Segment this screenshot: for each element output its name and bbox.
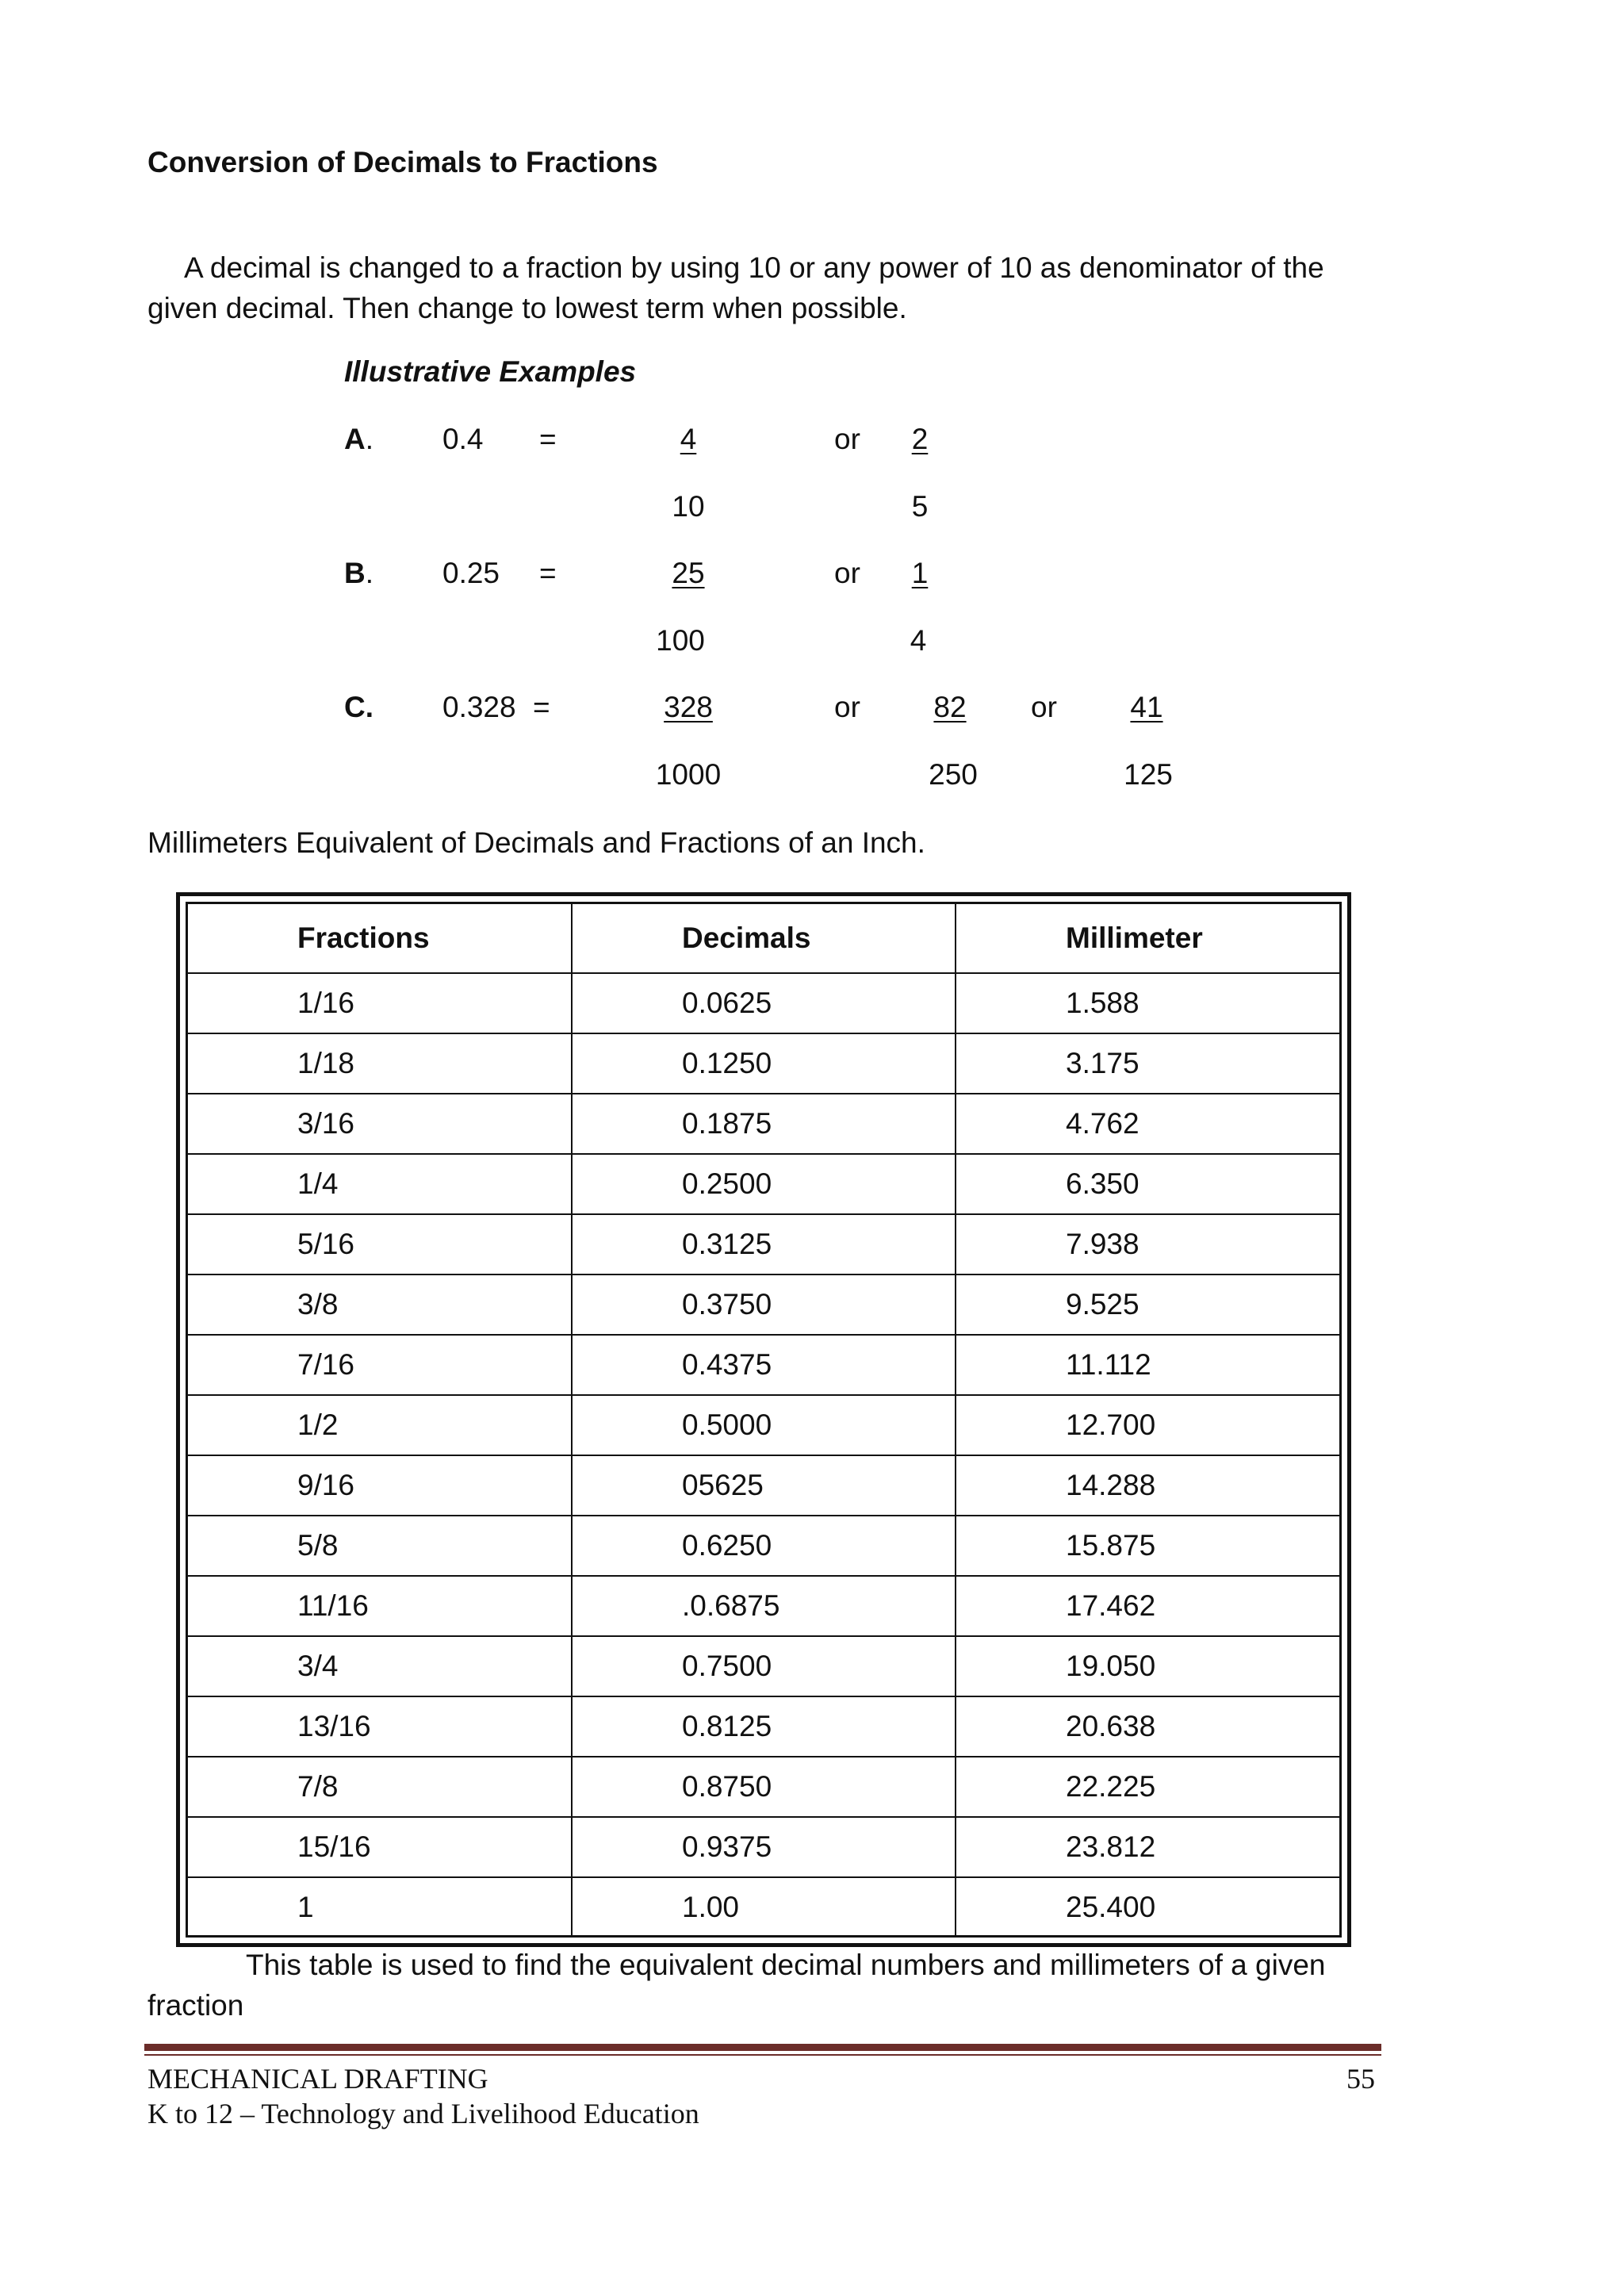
or-separator: or	[834, 691, 860, 723]
table-row	[188, 973, 1339, 1033]
cell-fraction: 1/16	[188, 973, 572, 1033]
cell-millimeter: 1.588	[956, 973, 1339, 1033]
cell-millimeter: 15.875	[956, 1516, 1339, 1576]
cell-millimeter: 12.700	[956, 1395, 1339, 1455]
table-row	[188, 1094, 1339, 1154]
table-caption: Millimeters Equivalent of Decimals and Fractions of an Inch.	[147, 826, 925, 859]
table-row	[188, 1154, 1339, 1214]
fraction-numerator: 2	[911, 423, 929, 455]
cell-millimeter: 22.225	[956, 1757, 1339, 1817]
equals-sign: =	[539, 423, 557, 455]
cell-millimeter: 4.762	[956, 1094, 1339, 1154]
table-header-row	[188, 904, 1339, 973]
table-row	[188, 1455, 1339, 1516]
table-row	[188, 1395, 1339, 1455]
table-row	[188, 1696, 1339, 1757]
cell-fraction: 5/8	[188, 1516, 572, 1576]
cell-decimal: 0.1875	[572, 1094, 956, 1154]
footer-rule-thin	[144, 2054, 1381, 2056]
cell-fraction: 1	[188, 1877, 572, 1937]
cell-millimeter: 3.175	[956, 1033, 1339, 1094]
table-row	[188, 1576, 1339, 1636]
cell-decimal: 0.5000	[572, 1395, 956, 1455]
cell-fraction: 3/16	[188, 1094, 572, 1154]
fraction-denominator: 5	[911, 490, 929, 523]
fraction-denominator: 100	[656, 624, 705, 657]
fraction-numerator: 41	[1130, 691, 1163, 723]
example-decimal: 0.328	[442, 691, 516, 723]
cell-decimal: 0.9375	[572, 1817, 956, 1877]
table-row	[188, 1877, 1339, 1937]
cell-millimeter: 9.525	[956, 1274, 1339, 1335]
cell-millimeter: 11.112	[956, 1335, 1339, 1395]
example-decimal: 0.25	[442, 557, 500, 589]
table-row	[188, 1033, 1339, 1094]
cell-fraction: 11/16	[188, 1576, 572, 1636]
fraction-numerator: 25	[672, 557, 705, 589]
section-title: Conversion of Decimals to Fractions	[147, 146, 658, 178]
fraction-denominator: 10	[672, 490, 705, 523]
fraction-numerator: 82	[933, 691, 967, 723]
fraction-numerator: 1	[911, 557, 929, 589]
cell-fraction: 15/16	[188, 1817, 572, 1877]
equals-sign: =	[533, 691, 550, 723]
cell-decimal: 0.4375	[572, 1335, 956, 1395]
cell-fraction: 3/8	[188, 1274, 572, 1335]
footer-rule-thick	[144, 2044, 1381, 2051]
example-letter: C.	[344, 691, 373, 723]
examples-heading: Illustrative Examples	[344, 355, 637, 388]
header-fractions: Fractions	[188, 904, 572, 973]
cell-decimal: 05625	[572, 1455, 956, 1516]
cell-millimeter: 25.400	[956, 1877, 1339, 1937]
conversion-table-grid	[188, 904, 1339, 1937]
cell-millimeter: 6.350	[956, 1154, 1339, 1214]
cell-millimeter: 19.050	[956, 1636, 1339, 1696]
cell-decimal: 0.3750	[572, 1274, 956, 1335]
example-decimal: 0.4	[442, 423, 484, 455]
table-row	[188, 1636, 1339, 1696]
fraction-numerator: 328	[664, 691, 713, 723]
cell-millimeter: 17.462	[956, 1576, 1339, 1636]
header-millimeter: Millimeter	[956, 904, 1339, 973]
conversion-table	[176, 892, 1351, 1947]
cell-fraction: 3/4	[188, 1636, 572, 1696]
fraction-denominator: 1000	[655, 758, 722, 791]
intro-paragraph	[147, 247, 1385, 328]
equals-sign: =	[539, 557, 557, 589]
cell-decimal: 0.3125	[572, 1214, 956, 1274]
cell-fraction: 9/16	[188, 1455, 572, 1516]
cell-millimeter: 7.938	[956, 1214, 1339, 1274]
cell-millimeter: 23.812	[956, 1817, 1339, 1877]
or-separator: or	[834, 557, 860, 589]
cell-decimal: 0.6250	[572, 1516, 956, 1576]
cell-millimeter: 14.288	[956, 1455, 1339, 1516]
cell-millimeter: 20.638	[956, 1696, 1339, 1757]
intro-paragraph-text: A decimal is changed to a fraction by using 10 or any power of 10 as denominator of the given decimal. Then change to lowest term when possible.	[147, 251, 1324, 324]
fraction-denominator: 250	[929, 758, 978, 791]
example-letter: A.	[344, 423, 374, 455]
page-number: 55	[1346, 2063, 1375, 2095]
cell-fraction: 7/8	[188, 1757, 572, 1817]
table-row	[188, 1757, 1339, 1817]
cell-fraction: 1/2	[188, 1395, 572, 1455]
footer-course: K to 12 – Technology and Livelihood Education	[147, 2098, 699, 2129]
cell-decimal: 0.7500	[572, 1636, 956, 1696]
footer-subject: MECHANICAL DRAFTING	[147, 2063, 488, 2095]
table-body	[188, 973, 1339, 1937]
cell-decimal: 0.2500	[572, 1154, 956, 1214]
cell-decimal: 0.1250	[572, 1033, 956, 1094]
cell-fraction: 7/16	[188, 1335, 572, 1395]
or-separator: or	[834, 423, 860, 455]
header-decimals: Decimals	[572, 904, 956, 973]
cell-fraction: 1/18	[188, 1033, 572, 1094]
example-letter: B.	[344, 557, 374, 589]
table-row	[188, 1516, 1339, 1576]
fraction-numerator: 4	[680, 423, 697, 455]
cell-decimal: 0.0625	[572, 973, 956, 1033]
table-row	[188, 1335, 1339, 1395]
cell-decimal: .0.6875	[572, 1576, 956, 1636]
cell-decimal: 1.00	[572, 1877, 956, 1937]
cell-decimal: 0.8125	[572, 1696, 956, 1757]
table-row	[188, 1817, 1339, 1877]
or-separator: or	[1031, 691, 1057, 723]
cell-fraction: 1/4	[188, 1154, 572, 1214]
conversion-table-inner-border	[186, 902, 1342, 1938]
cell-fraction: 5/16	[188, 1214, 572, 1274]
table-note-text: This table is used to find the equivalent decimal numbers and millimeters of a given fraction	[147, 1949, 1326, 2022]
fraction-denominator: 4	[910, 624, 927, 657]
fraction-denominator: 125	[1124, 758, 1173, 791]
table-row	[188, 1214, 1339, 1274]
table-row	[188, 1274, 1339, 1335]
table-note	[147, 1945, 1369, 2026]
cell-fraction: 13/16	[188, 1696, 572, 1757]
cell-decimal: 0.8750	[572, 1757, 956, 1817]
